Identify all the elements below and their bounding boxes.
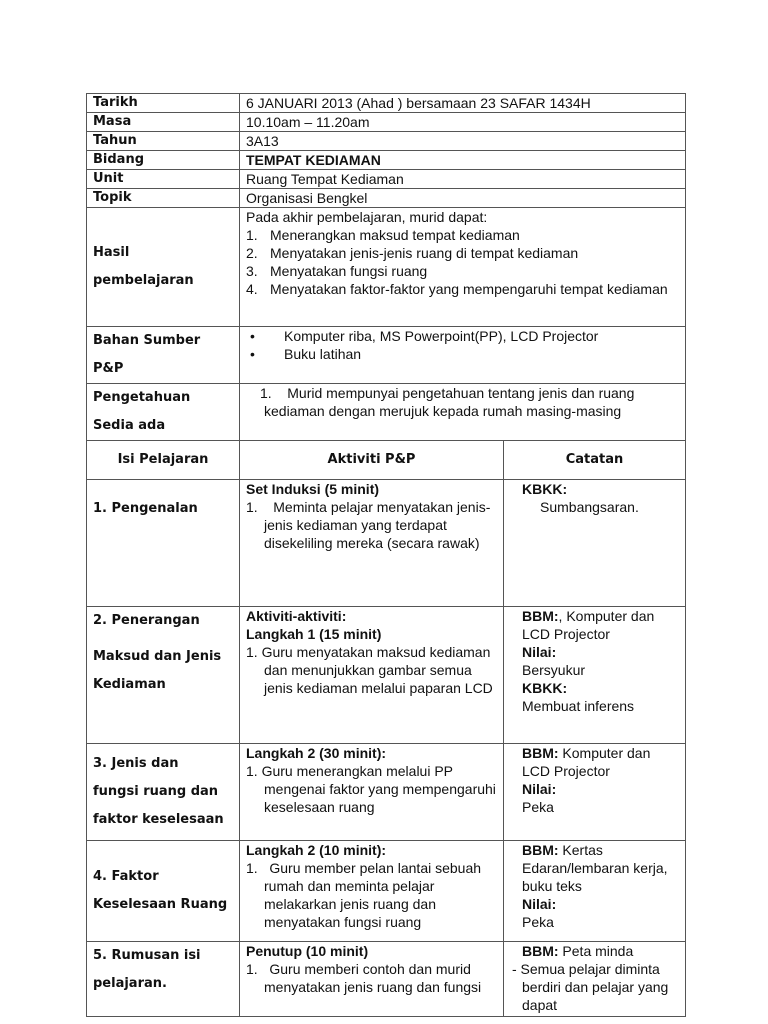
aktiviti-head: Set Induksi (5 minit) <box>246 481 380 497</box>
bahan-item: • Komputer riba, MS Powerpoint(PP), LCD Projector <box>246 327 679 345</box>
value-unit: Ruang Tempat Kediaman <box>240 170 686 189</box>
label-hasil-l1: Hasil <box>93 245 130 260</box>
aktiviti-cell: Penutup (10 minit) 1. Guru memberi contoh dan murid menyatakan jenis ruang dan fungsi <box>240 942 504 1017</box>
row-tarikh <box>87 94 686 113</box>
section-row <box>87 942 686 1017</box>
bullet-icon: • <box>250 346 255 362</box>
value-masa: 10.10am – 11.20am <box>240 113 686 132</box>
label-pengetahuan-l1: Pengetahuan <box>93 390 191 405</box>
aktiviti-cell: Set Induksi (5 minit) 1. Meminta pelajar menyatakan jenis-jenis kediaman yang terdapat disekeliling mereka (secara rawak) <box>240 480 504 607</box>
label-unit: Unit <box>87 170 240 189</box>
catatan-cell: BBM: Kertas Edaran/lembaran kerja, buku teks Nilai: Peka <box>504 841 686 942</box>
hasil-item: 2. Menyatakan jenis-jenis ruang di tempat kediaman <box>246 245 579 261</box>
label-bahan-l1: Bahan Sumber <box>93 333 201 348</box>
label-topik: Topik <box>87 189 240 208</box>
hasil-intro: Pada akhir pembelajaran, murid dapat: <box>246 209 488 225</box>
row-masa <box>87 113 686 132</box>
section-row <box>87 841 686 942</box>
pengetahuan-text: Murid mempunyai pengetahuan tentang jenis dan ruang kediaman dengan merujuk kepada rumah masing-masing <box>264 385 635 419</box>
hasil-item: 1. Menerangkan maksud tempat kediaman <box>246 227 520 243</box>
col-isi: Isi Pelajaran <box>87 441 240 480</box>
section-row <box>87 744 686 841</box>
aktiviti-cell: Langkah 2 (10 minit): 1. Guru member pelan lantai sebuah rumah dan meminta pelajar melakarkan jenis ruang dan menyatakan fungsi ruang <box>240 841 504 942</box>
hasil-item: 3. Menyatakan fungsi ruang <box>246 263 428 279</box>
value-tahun: 3A13 <box>240 132 686 151</box>
row-hasil <box>87 208 686 327</box>
isi-cell: 2. Penerangan Maksud dan Jenis Kediaman <box>87 607 240 744</box>
label-hasil <box>87 208 240 327</box>
value-pengetahuan <box>240 384 686 441</box>
catatan-cell: BBM: Peta minda - Semua pelajar diminta berdiri dan pelajar yang dapat <box>504 942 686 1017</box>
column-header-row <box>87 441 686 480</box>
aktiviti-cell: Aktiviti-aktiviti: Langkah 1 (15 minit) 1. Guru menyatakan maksud kediaman dan menunjukkan gambar semua jenis kediaman melalui paparan LCD <box>240 607 504 744</box>
lesson-plan-table <box>86 93 686 1017</box>
catatan-cell: BBM: Komputer dan LCD Projector Nilai: Peka <box>504 744 686 841</box>
label-masa: Masa <box>87 113 240 132</box>
col-catatan: Catatan <box>504 441 686 480</box>
isi-cell: 4. Faktor Keselesaan Ruang <box>87 841 240 942</box>
label-pengetahuan-l2: Sedia ada <box>93 418 166 433</box>
value-topik: Organisasi Bengkel <box>240 189 686 208</box>
label-bahan <box>87 327 240 384</box>
pengetahuan-num: 1. <box>260 385 272 401</box>
value-bahan <box>240 327 686 384</box>
section-row <box>87 607 686 744</box>
bullet-icon: • <box>250 328 255 344</box>
value-bidang: TEMPAT KEDIAMAN <box>240 151 686 170</box>
label-tahun: Tahun <box>87 132 240 151</box>
label-pengetahuan <box>87 384 240 441</box>
value-tarikh: 6 JANUARI 2013 (Ahad ) bersamaan 23 SAFAR 1434H <box>240 94 686 113</box>
aktiviti-cell: Langkah 2 (30 minit): 1. Guru menerangkan melalui PP mengenai faktor yang mempengaruhi keselesaan ruang <box>240 744 504 841</box>
section-row <box>87 480 686 607</box>
catatan-cell: KBKK: Sumbangsaran. <box>504 480 686 607</box>
row-unit <box>87 170 686 189</box>
label-tarikh: Tarikh <box>87 94 240 113</box>
isi-cell: 1. Pengenalan <box>87 480 240 607</box>
hasil-item: 4. Menyatakan faktor-faktor yang mempengaruhi tempat kediaman <box>246 281 668 297</box>
row-bidang <box>87 151 686 170</box>
row-topik <box>87 189 686 208</box>
row-tahun <box>87 132 686 151</box>
bahan-item: • Buku latihan <box>246 345 679 363</box>
label-bidang: Bidang <box>87 151 240 170</box>
row-bahan <box>87 327 686 384</box>
row-pengetahuan <box>87 384 686 441</box>
value-hasil <box>240 208 686 327</box>
catatan-cell: BBM:, Komputer dan LCD Projector Nilai: Bersyukur KBKK: Membuat inferens <box>504 607 686 744</box>
isi-cell: 3. Jenis dan fungsi ruang dan faktor keselesaan <box>87 744 240 841</box>
label-bahan-l2: P&P <box>93 361 124 376</box>
label-hasil-l2: pembelajaran <box>93 273 194 288</box>
col-aktiviti: Aktiviti P&P <box>240 441 504 480</box>
isi-cell: 5. Rumusan isi pelajaran. <box>87 942 240 1017</box>
